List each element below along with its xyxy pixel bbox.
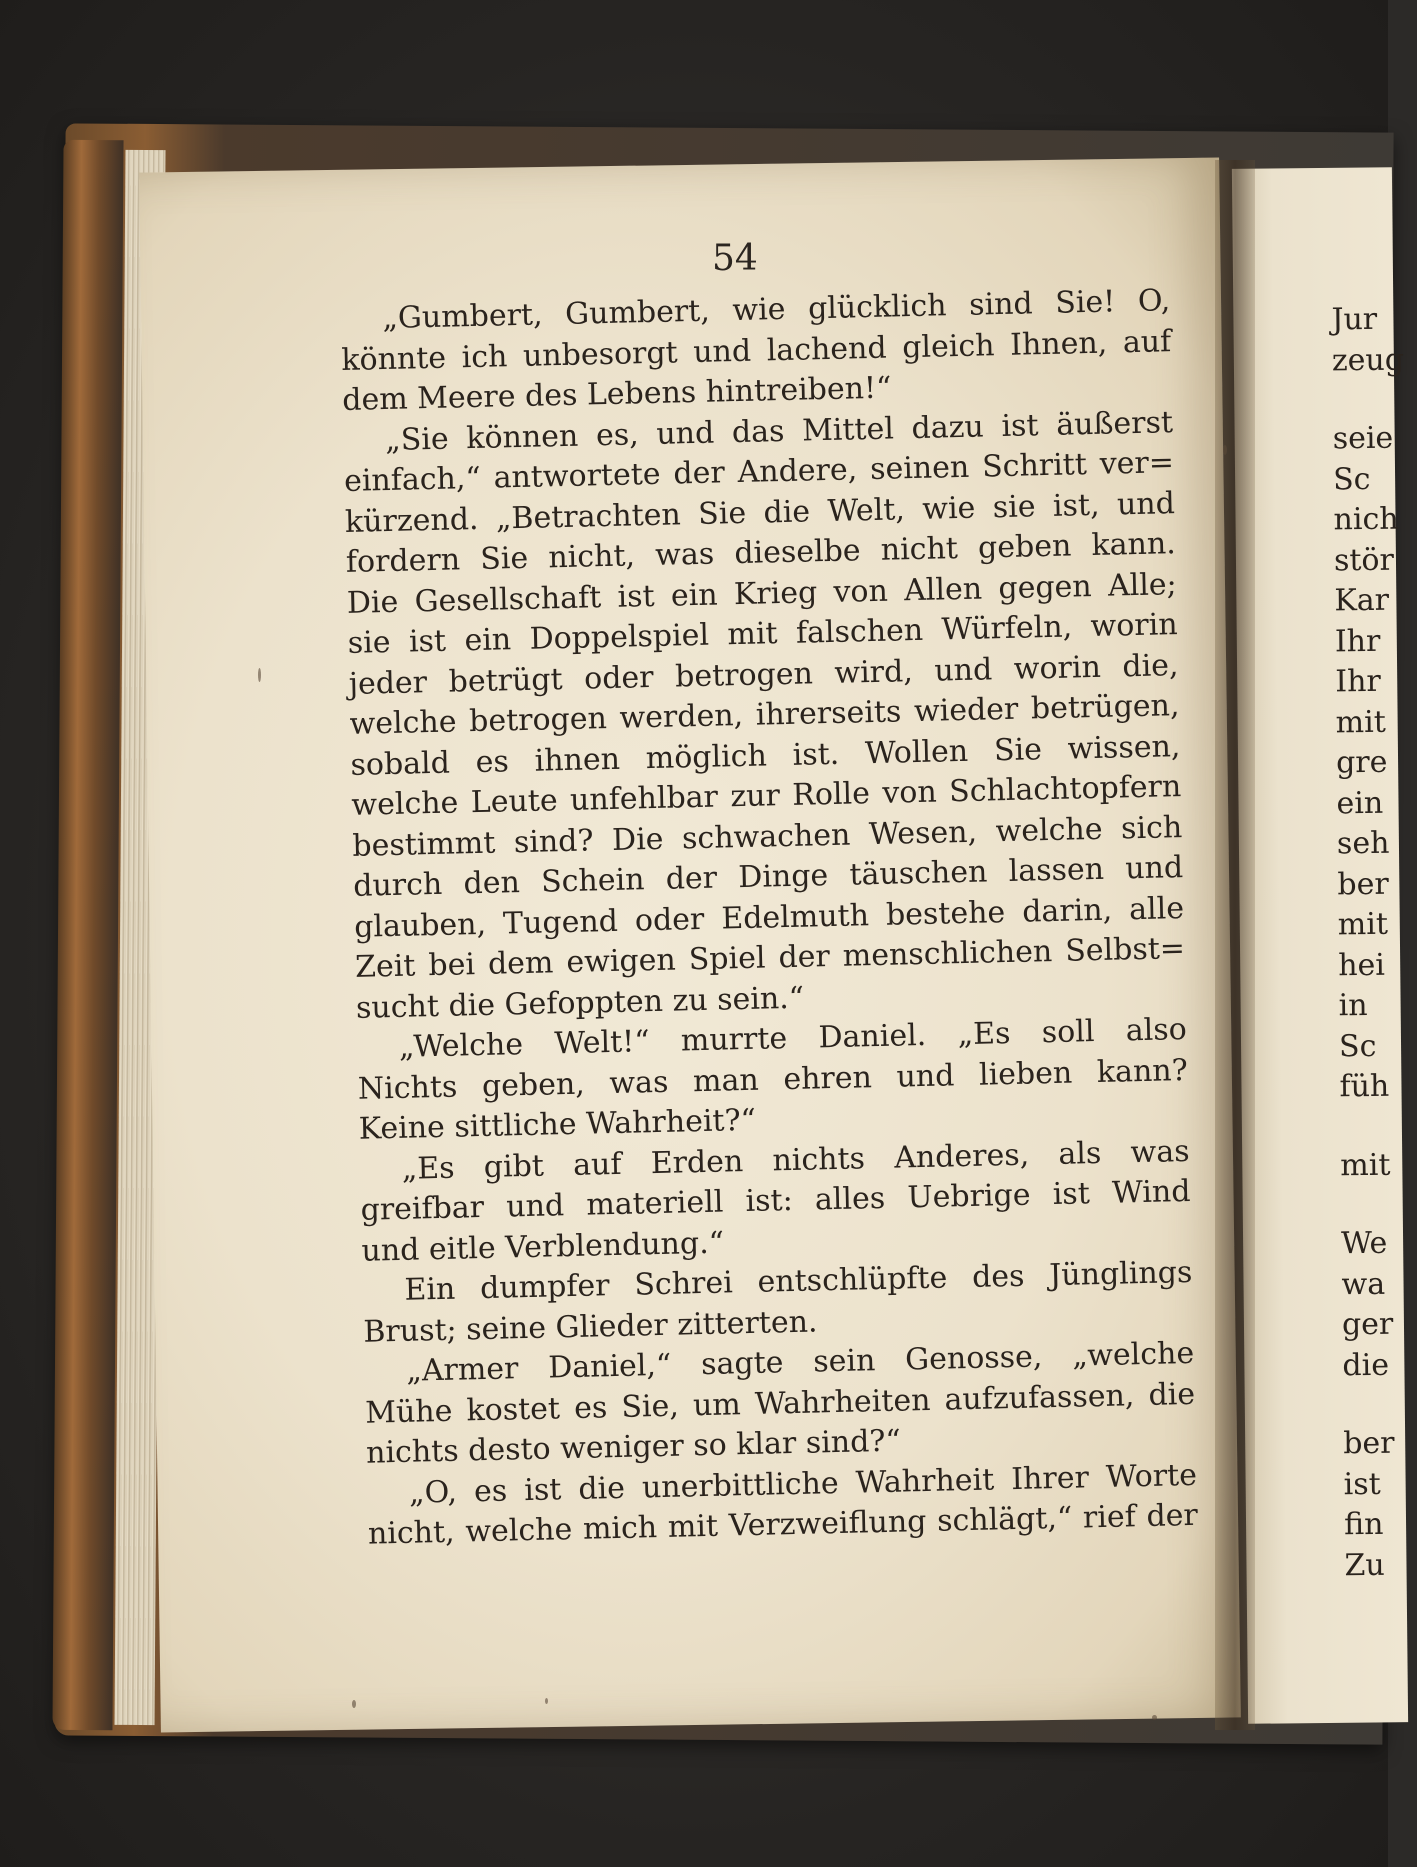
fragment: stör: [1333, 542, 1395, 578]
fragment-gap: [1341, 1186, 1401, 1225]
text-line: „Welche Welt!“ murrte Daniel. „Es soll also: [398, 1011, 1188, 1065]
paragraph: [364, 1334, 1197, 1474]
text-line: greifbar und materiell ist: alles Uebrige ist Wind: [360, 1173, 1191, 1228]
fragment-gap: [1340, 1107, 1400, 1146]
fragment: mit: [1337, 906, 1389, 943]
fragment: ein: [1336, 785, 1384, 821]
fragment: seh: [1336, 825, 1390, 862]
text-line: und eitle Verblendung.“: [361, 1225, 725, 1269]
fragment: Ihr: [1335, 663, 1381, 700]
paper-speck: [1223, 445, 1227, 455]
text-line: einfach,“ antwortete der Andere, seinen Schritt ver=: [343, 445, 1175, 499]
fragment: hei: [1338, 947, 1386, 983]
fragment: Zu: [1344, 1547, 1385, 1583]
text-line: fordern Sie nicht, was dieselbe nicht geben kann.: [345, 526, 1177, 580]
fragment: gre: [1335, 744, 1388, 781]
text-line: Zeit bei dem ewigen Spiel der menschlichen Selbst=: [354, 931, 1186, 985]
text-line: glauben, Tugend oder Edelmuth bestehe darin, alle: [353, 890, 1185, 945]
fragment: nich: [1333, 501, 1399, 538]
text-line: dem Meere des Lebens hintreiben!“: [341, 370, 892, 418]
paper-speck: [352, 1700, 356, 1708]
fragment: ger: [1341, 1306, 1394, 1343]
text-line: Ein dumpfer Schrei entschlüpfte des Jünglings: [404, 1254, 1193, 1308]
fragment: Ihr: [1334, 623, 1381, 659]
fragment: Kar: [1334, 582, 1390, 619]
fragment: ist: [1343, 1466, 1381, 1502]
text-line: bestimmt sind? Die schwachen Wesen, welche sich: [351, 809, 1183, 864]
fragment-gap: [1332, 381, 1392, 420]
text-line: könnte ich unbesorgt und lachend gleich Ihnen, auf: [340, 323, 1172, 378]
fragment: ber: [1337, 866, 1389, 902]
fragment: Jur: [1331, 301, 1378, 338]
fragment: mit: [1340, 1147, 1391, 1183]
paragraph: [343, 403, 1187, 1029]
text-line: durch den Schein der Dinge täuschen lassen und: [352, 850, 1184, 904]
text-line: „Gumbert, Gumbert, wie glücklich sind Sie! O,: [382, 283, 1171, 337]
fragment: Sc: [1332, 461, 1371, 497]
page-number: 54: [712, 238, 758, 279]
fragment: fin: [1343, 1506, 1384, 1543]
text-line: Brust; seine Glieder zitterten.: [363, 1303, 818, 1350]
text-line: sucht die Gefoppten zu sein.“: [355, 980, 805, 1026]
paragraph: [340, 281, 1173, 421]
paragraph: [359, 1131, 1192, 1271]
paragraph: [357, 1010, 1190, 1150]
text-line: Keine sittliche Wahrheit?“: [358, 1102, 757, 1147]
text-line: kürzend. „Betrachten Sie die Welt, wie sie ist, und: [344, 485, 1176, 540]
paper-speck: [258, 668, 261, 682]
book-gutter: [1215, 160, 1255, 1730]
text-line: Die Gesellschaft ist ein Krieg von Allen gegen Alle;: [346, 566, 1178, 621]
paper-speck: [545, 1698, 548, 1704]
fragment: We: [1340, 1225, 1388, 1262]
text-line: „Es gibt auf Erden nichts Anderes, als was: [401, 1133, 1190, 1187]
text-line: welche Leute unfehlbar zur Rolle von Schlachtopfern: [351, 769, 1182, 823]
text-line: sie ist ein Doppelspiel mit falschen Würfeln, worin: [347, 607, 1178, 661]
fragment: ber: [1343, 1425, 1395, 1462]
fragment: in: [1338, 988, 1368, 1024]
text-line: Mühe kostet es Sie, um Wahrheiten aufzufassen, die: [364, 1376, 1196, 1431]
text-line: „Armer Daniel,“ sagte sein Genosse, „welche: [405, 1335, 1195, 1389]
page-text: [340, 281, 1198, 1555]
book-spine: [52, 140, 123, 1730]
text-line: nichts desto weniger so klar sind?“: [365, 1423, 902, 1471]
text-line: welche betrogen werden, ihrerseits wieder betrügen,: [349, 688, 1180, 742]
text-line: sobald es ihnen möglich ist. Wollen Sie wissen,: [350, 728, 1181, 783]
fragment-gap: [1343, 1386, 1403, 1425]
paper-speck: [1152, 1715, 1157, 1720]
text-line: Nichts geben, was man ehren und lieben kann?: [357, 1052, 1189, 1107]
fragment: füh: [1339, 1068, 1390, 1105]
text-line: „Sie können es, und das Mittel dazu ist äußerst: [384, 404, 1174, 458]
text-line: „O, es ist die unerbittliche Wahrheit Ihrer Worte: [408, 1457, 1198, 1511]
fragment: Sc: [1338, 1028, 1377, 1064]
fragment: mit: [1335, 704, 1386, 740]
fragment: seie: [1332, 420, 1394, 457]
text-line: nicht, welche mich mit Verzweiflung schlägt,“ rief der: [367, 1497, 1199, 1552]
fragment: zeug: [1331, 342, 1405, 378]
fragment: die: [1342, 1347, 1390, 1383]
fragment: wa: [1341, 1266, 1386, 1302]
text-line: jeder betrügt oder betrogen wird, und worin die,: [348, 647, 1179, 702]
